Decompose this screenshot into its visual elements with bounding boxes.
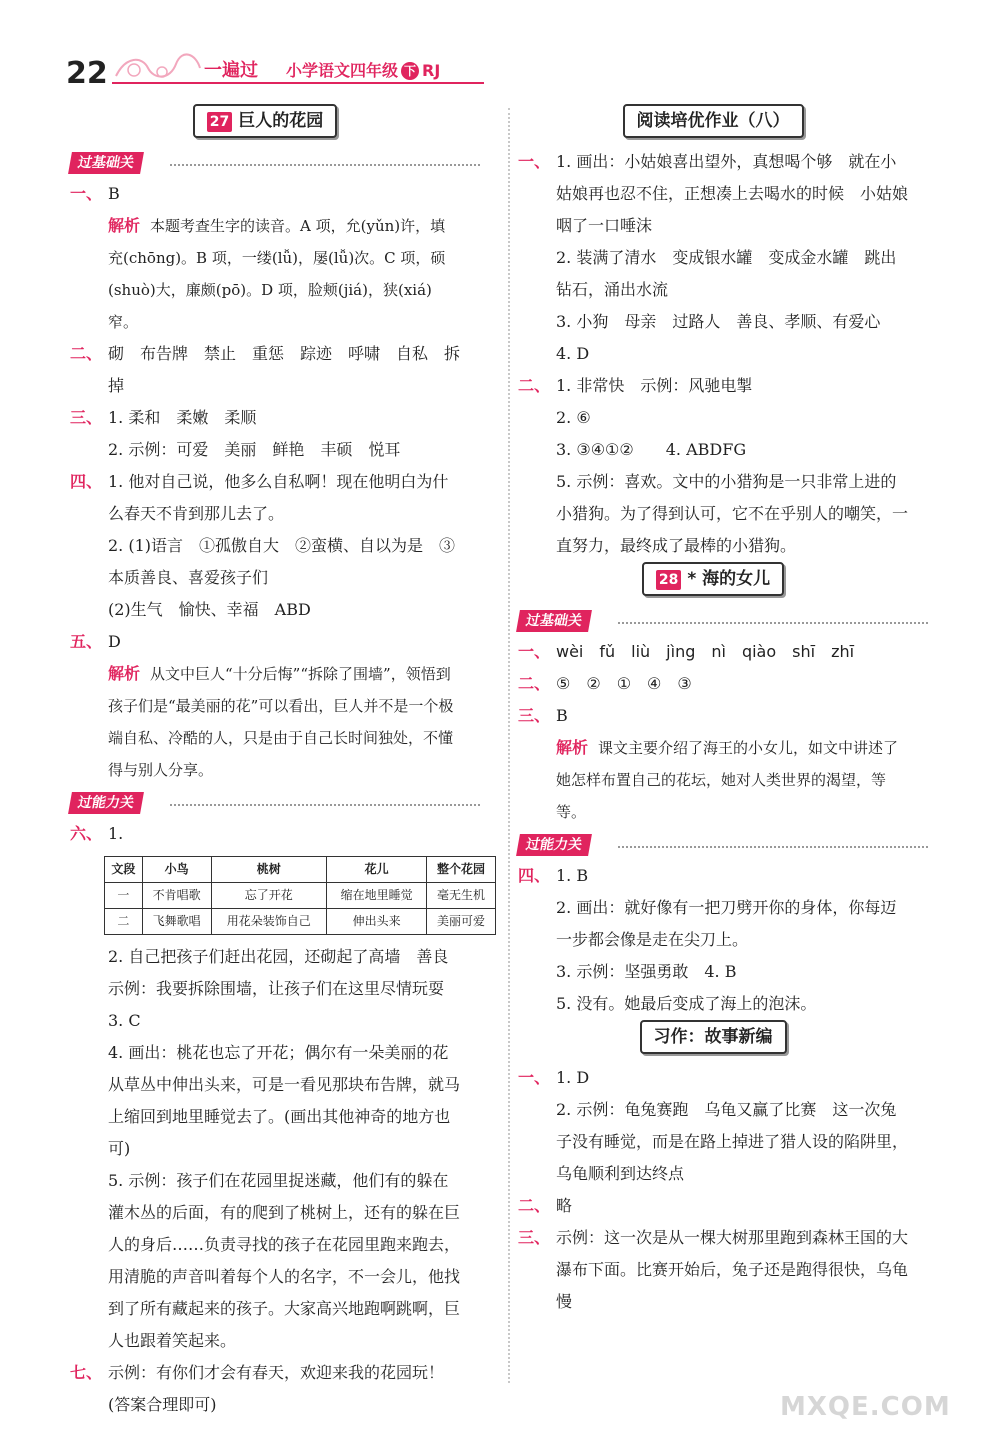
left-column — [70, 104, 486, 1421]
watermark: MXQE.COM — [780, 1392, 951, 1422]
question-7: 七、 示例：有你们才会有春天，欢迎来我的花园玩！(答案合理即可) — [70, 1363, 445, 1414]
lesson-27-title: 27 巨人的花园 — [70, 104, 460, 142]
question-2: 二、 砌 布告牌 禁止 重惩 踪迹 呼啸 自私 拆掉 — [70, 344, 461, 395]
reading-homework-title: 阅读培优作业（八） — [518, 104, 908, 142]
analysis-1: 解析 本题考查生字的读音。A 项，允(yǔn)许，填充(chōng)。B 项，一缕(lǚ)，屡(lǚ)次。C 项，硕(shuò)大，廉颇(pō)。D 项，脸颊(jiá)，狭(xiá)窄。 — [108, 216, 446, 331]
writing-question-2: 二、 略 — [518, 1196, 573, 1215]
reading-question-1: 一、 1. 画出：小姑娘喜出望外，真想喝个够 就在小姑娘再也忍不住，正想凑上去喝水的时候 小姑娘咽了一口唾沫 2. 装满了清水 变成银水罐 变成金水罐 跳出钻石，涌出水流 3. 小狗 母亲 过路人 善良、孝顺、有爱心 4. D — [518, 152, 909, 363]
writing-question-1: 一、 1. D 2. 示例：龟兔赛跑 乌龟又赢了比赛 这一次兔子没有睡觉，而是在路上掉进了猎人设的陷阱里，乌龟顺利到达终点 — [518, 1068, 909, 1183]
edition-label: RJ — [422, 61, 441, 80]
lesson28-question-2: 二、 ⑤ ② ① ④ ③ — [518, 674, 692, 693]
question-3: 三、 1. 柔和 柔嫩 柔顺 2. 示例：可爱 美丽 鲜艳 丰硕 悦耳 — [70, 408, 401, 459]
lesson-28-title: 28 * 海的女儿 — [518, 562, 908, 600]
lesson28-question-4: 四、 1. B 2. 画出：就好像有一把刀劈开你的身体，你每迈一步都会像是走在尖刀上。 3. 示例：坚强勇敢 4. B 5. 没有。她最后变成了海上的泡沫。 — [518, 866, 897, 1013]
volume-mark: 下 — [401, 62, 419, 80]
writing-question-3: 三、 示例：这一次是从一棵大树那里跑到森林王国的大瀑布下面。比赛开始后，兔子还是跑得很快，乌龟慢 — [518, 1228, 909, 1311]
analysis-lesson28: 解析 课文主要介绍了海王的小女儿，如文中讲述了她怎样布置自己的花坛，她对人类世界的渴望，等等。 — [556, 738, 899, 821]
series-title: 小学语文四年级 下 RJ — [286, 61, 441, 80]
question-5: 五、 D — [70, 632, 121, 651]
question-1: 一、 B — [70, 184, 120, 203]
right-column — [518, 104, 908, 1318]
question-6-answers: 2. 自己把孩子们赶出花园，还砌起了高墙 善良 示例：我要拆除围墙，让孩子们在这里尽情玩耍 3. C 4. 画出：桃花也忘了开花；偶尔有一朵美丽的花从草丛中伸出头来，可是一看见那块布告牌，就马上缩回到地里睡觉去了。(画出其他神奇的地方也可) 5. 示例：孩子们在花园里捉迷藏，他们有的躲在灌木丛的后面，有的爬到了桃树上，还有的躲在巨人的身后……负责寻找的孩子在花园里跑来跑去，用清脆的声音叫着每个人的名字，不一会儿，他找到了所有藏起来的孩子。大家高兴地跑啊跳啊，巨人也跟着笑起来。 — [108, 947, 465, 1350]
question-6: 六、 1. — [70, 824, 124, 843]
section-band-basic: 过基础关 — [70, 146, 460, 178]
section-band-basic-2: 过基础关 — [518, 604, 908, 636]
table-row: 一 不肯唱歌 忘了开花 缩在地里睡觉 毫无生机 — [105, 883, 496, 909]
table-header-row: 文段 小鸟 桃树 花儿 整个花园 — [105, 857, 496, 883]
analysis-5: 解析 从文中巨人“十分后悔”“拆除了围墙”，领悟到孩子们是“最美丽的花”可以看出，巨人并不是一个极端自私、冷酷的人，只是由于自己长时间独处，不懂得与别人分享。 — [108, 664, 454, 779]
lesson28-question-1: 一、 wèi fǔ liù jìng nì qiào shī zhī — [518, 642, 855, 661]
decorative-flourish-icon — [112, 50, 202, 84]
brand-logo: 一遍过 — [204, 60, 258, 81]
writing-title: 习作：故事新编 — [518, 1020, 908, 1058]
lesson28-question-3: 三、 B — [518, 706, 568, 725]
page-number: 22 — [66, 56, 108, 91]
lesson-number: 27 — [207, 112, 232, 132]
table-row: 二 飞舞歌唱 用花朵装饰自己 伸出头来 美丽可爱 — [105, 909, 496, 935]
column-divider — [508, 108, 510, 1383]
section-band-ability: 过能力关 — [70, 786, 460, 818]
reading-question-2: 二、 1. 非常快 示例：风驰电掣 2. ⑥ 3. ③④①② 4. ABDFG 5. 示例：喜欢。文中的小猎狗是一只非常上进的小猎狗。为了得到认可，它不在乎别人的嘲笑，一直努力，最终成了最棒的小猎狗。 — [518, 376, 909, 555]
question-4: 四、 1. 他对自己说，他多么自私啊！现在他明白为什么春天不肯到那儿去了。 2. (1)语言 ①孤傲自大 ②蛮横、自以为是 ③本质善良、喜爱孩子们 (2)生气 愉快、幸福 ABD — [70, 472, 456, 619]
section-band-ability-2: 过能力关 — [518, 828, 908, 860]
header-rule — [112, 82, 484, 84]
comparison-table — [104, 856, 496, 935]
